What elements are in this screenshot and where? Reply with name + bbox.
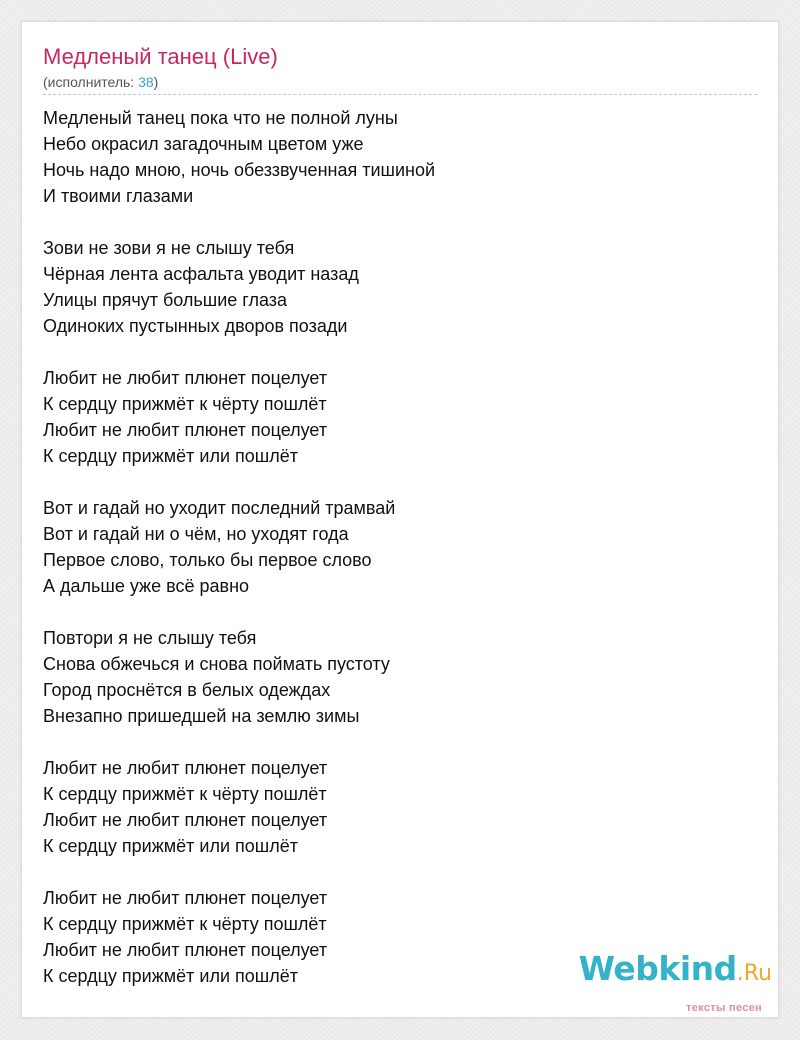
lyric-line: Небо окрасил загадочным цветом уже [43,134,364,154]
song-title: Медленый танец (Live) [43,44,278,69]
lyric-line: Зови не зови я не слышу тебя [43,238,295,258]
lyric-line: Чёрная лента асфальта уводит назад [43,264,359,284]
lyric-line: Вот и гадай ни о чём, но уходят года [43,524,349,544]
lyric-line: Повтори я не слышу тебя [43,628,257,648]
site-logo[interactable] [578,949,772,988]
lyric-line: К сердцу прижмёт к чёрту пошлёт [43,914,327,934]
lyric-line: Внезапно пришедшей на землю зимы [43,706,360,726]
logo-suffix-text: .Ru [736,961,772,986]
lyric-line: К сердцу прижмёт или пошлёт [43,446,298,466]
lyric-line: Любит не любит плюнет поцелует [43,368,328,388]
logo-tagline: тексты песен [686,1002,762,1014]
lyrics-text [43,105,757,1015]
lyric-line: К сердцу прижмёт или пошлёт [43,966,298,986]
lyric-line: Город проснётся в белых одеждах [43,680,331,700]
lyric-line: Вот и гадай но уходит последний трамвай [43,498,396,518]
lyric-line: Любит не любит плюнет поцелует [43,420,328,440]
performer-suffix: ) [153,74,159,90]
lyric-line: Ночь надо мною, ночь обеззвученная тишиной [43,160,436,180]
logo-main-text: Webkind [578,949,737,988]
stanza [43,365,757,469]
stanza [43,625,757,729]
lyric-line: Снова обжечься и снова поймать пустоту [43,654,390,674]
stanza [43,235,757,339]
lyric-line: К сердцу прижмёт к чёрту пошлёт [43,784,327,804]
lyric-line: К сердцу прижмёт к чёрту пошлёт [43,394,327,414]
lyric-line: А дальше уже всё равно [43,576,250,596]
lyric-line: Улицы прячут большие глаза [43,290,288,310]
stanza [43,755,757,859]
lyric-line: Первое слово, только бы первое слово [43,550,372,570]
artist-link[interactable]: 38 [138,74,154,90]
stanza [43,105,757,209]
lyric-line: Медленый танец пока что не полной луны [43,108,398,128]
stanza [43,495,757,599]
performer-line [43,73,158,91]
lyric-line: Любит не любит плюнет поцелует [43,940,328,960]
lyric-line: Одиноких пустынных дворов позади [43,316,348,336]
lyric-line: Любит не любит плюнет поцелует [43,758,328,778]
lyric-line: Любит не любит плюнет поцелует [43,810,328,830]
lyrics-page [21,21,779,1018]
lyric-line: К сердцу прижмёт или пошлёт [43,836,298,856]
lyric-line: И твоими глазами [43,186,194,206]
lyric-line: Любит не любит плюнет поцелует [43,888,328,908]
title-divider [43,94,757,95]
performer-prefix: (исполнитель: [43,74,139,90]
